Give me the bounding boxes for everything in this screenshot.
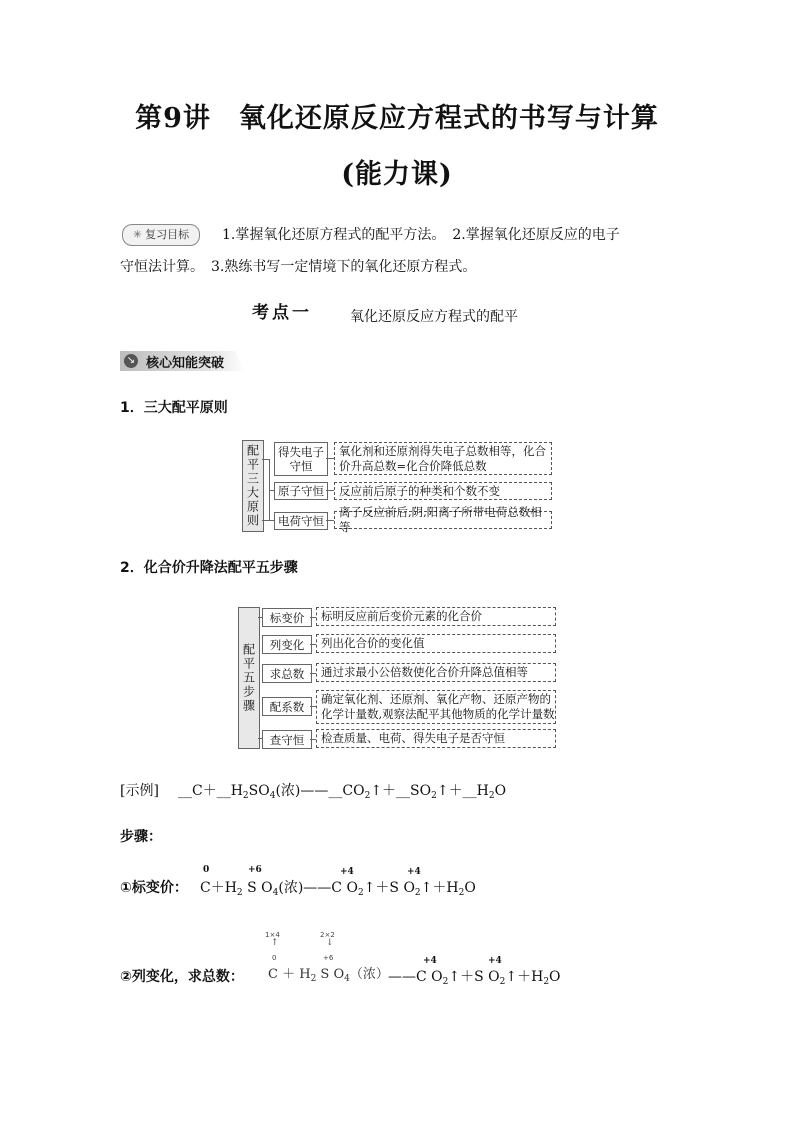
step-desc-0: 标明反应前后变价元素的化合价: [316, 607, 556, 626]
step2-ox-SO2: +4: [488, 956, 502, 966]
step2-ox-CO2: +4: [423, 956, 437, 966]
step-label-1: 列变化: [262, 635, 312, 654]
example-label: [示例]: [120, 783, 159, 799]
example-equation: $\_\_C+\_\_H_2SO_4$(浓)$——\_\_CO_2↑+\_\_SO_2↑+\_\_H_2O$: [178, 783, 507, 801]
step1-equation: $C+H_2$ S $O_4$(浓)——C $O_2↑+S$ $O_2↑+H_2O$: [200, 880, 476, 898]
arrow-down-icon: ↓: [326, 938, 334, 948]
arrow-up-icon: ↑: [271, 938, 279, 948]
step2-label: ②列变化，求总数：: [120, 969, 244, 985]
principle-desc-1: 反应前后原子的种类和个数不变: [334, 482, 552, 500]
principle-desc-2: 离子反应前后,阴,阳离子所带电荷总数相等: [334, 511, 552, 529]
step-desc-1: 列出化合价的变化值: [316, 634, 556, 653]
page-subtitle: (能力课): [341, 159, 453, 190]
step-desc-3: 确定氧化剂、还原剂、氧化产物、还原产物的化学计量数,观察法配平其他物质的化学计量数: [316, 690, 556, 724]
kaodian-label: 考点一: [252, 303, 312, 323]
sun-icon: ✳: [132, 228, 143, 241]
step2-down-value: 2×2: [320, 931, 335, 939]
step2-ox-C: 0: [272, 954, 277, 962]
step1-ox-SO2: +4: [407, 867, 421, 877]
page-title: 第9讲 氧化还原反应方程式的书写与计算: [135, 103, 659, 134]
review-goals-badge: ✳ 复习目标: [122, 224, 200, 246]
principle-label-0: 得失电子守恒: [274, 442, 328, 476]
step2-up-value: 1×4: [265, 931, 280, 939]
principle-label-2: 电荷守恒: [274, 512, 328, 530]
step-desc-4: 检查质量、电荷、得失电子是否守恒: [316, 729, 556, 748]
arrow-icon: ↘: [124, 354, 138, 368]
step-desc-2: 通过求最小公倍数使化合价升降总值相等: [316, 663, 556, 682]
section1-heading: 1．三大配平原则: [120, 400, 228, 416]
step1-ox-C: 0: [203, 865, 210, 875]
step2-right-side: ——C $O_2↑+S$ $O_2↑+H_2O$: [388, 969, 561, 987]
steps-label: 步骤：: [120, 829, 162, 845]
principle-desc-0: 氧化剂和还原剂得失电子总数相等，化合价升高总数=化合价降低总数: [334, 442, 552, 475]
step-label-2: 求总数: [262, 664, 312, 683]
section-bar-label: 核心知能突破: [146, 356, 225, 371]
step1-label: ①标变价：: [120, 880, 188, 896]
step1-ox-CO2: +4: [340, 867, 354, 877]
principle-label-1: 原子守恒: [274, 482, 328, 500]
step-label-3: 配系数: [262, 697, 312, 716]
step2-ox-S: +6: [323, 954, 334, 962]
kaodian-title: 氧化还原反应方程式的配平: [350, 309, 518, 325]
principles-root: 配平三大原则: [242, 440, 264, 532]
goals-line-1: 1.掌握氧化还原方程式的配平方法。 2.掌握氧化还原反应的电子: [222, 227, 620, 243]
step-label-0: 标变价: [262, 608, 312, 627]
section2-heading: 2．化合价升降法配平五步骤: [120, 560, 298, 576]
goals-line-2: 守恒法计算。 3.熟练书写一定情境下的氧化还原方程式。: [120, 259, 477, 275]
step2-left-side: $C + H_2$ S $O_4$（浓）: [268, 967, 389, 984]
step-label-4: 查守恒: [262, 730, 312, 749]
steps-root: 配平五步骤: [238, 607, 260, 749]
step1-ox-S: +6: [248, 865, 262, 875]
